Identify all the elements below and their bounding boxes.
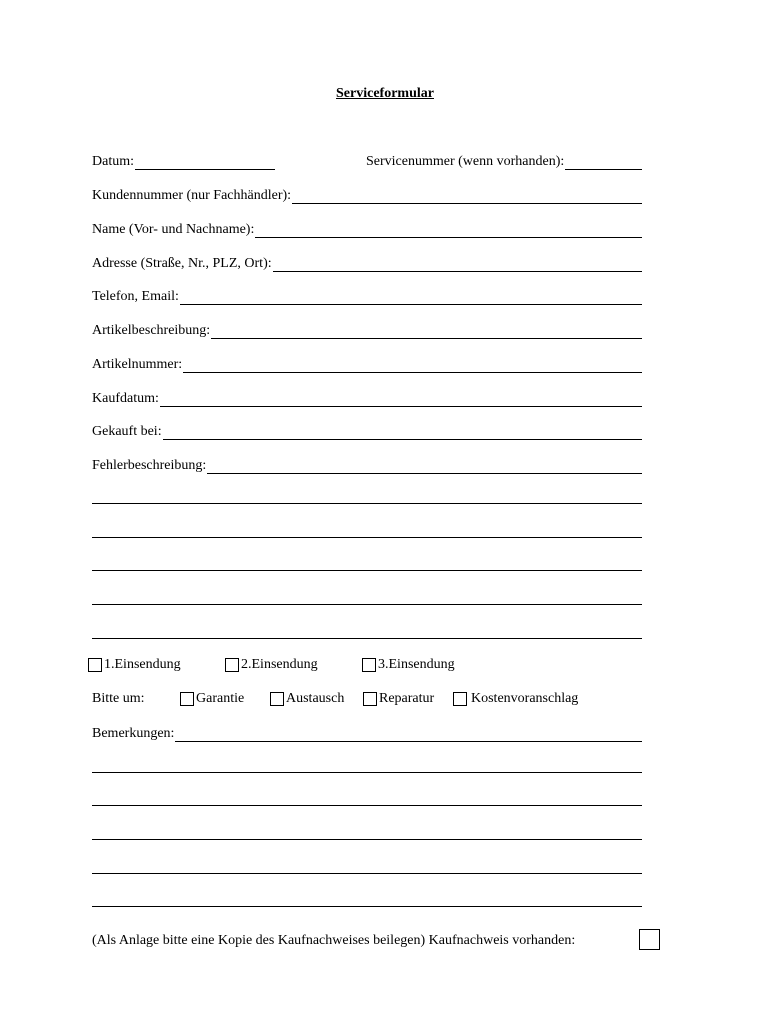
datum-field-row: [92, 150, 275, 170]
servicenummer-input-line[interactable]: [565, 155, 642, 170]
fehlerbeschreibung-label: Fehlerbeschreibung:: [92, 458, 207, 473]
bitte-um-label: Bitte um:: [92, 691, 145, 706]
bemerkungen-input-line[interactable]: [175, 727, 642, 742]
datum-label: Datum:: [92, 154, 134, 169]
reparatur-option[interactable]: [363, 690, 434, 708]
adresse-label: Adresse (Straße, Nr., PLZ, Ort):: [92, 256, 272, 271]
telefon-field-row: [92, 285, 642, 305]
artikelbeschreibung-input-line[interactable]: [211, 324, 642, 339]
adresse-input-line[interactable]: [273, 257, 642, 272]
einsendung-3-option[interactable]: [362, 656, 455, 674]
artikelnummer-input-line[interactable]: [183, 358, 642, 373]
datum-input-line[interactable]: [135, 155, 275, 170]
name-label: Name (Vor- und Nachname):: [92, 222, 255, 237]
fehlerbeschreibung-input-line[interactable]: [207, 459, 642, 474]
austausch-label: Austausch: [286, 691, 345, 706]
einsendung-2-label: 2.Einsendung: [241, 657, 318, 672]
gekauft-bei-input-line[interactable]: [163, 425, 642, 440]
bemerkungen-extra-line[interactable]: [92, 839, 642, 840]
artikelbeschreibung-label: Artikelbeschreibung:: [92, 323, 211, 338]
artikelbeschreibung-field-row: [92, 319, 642, 339]
kaufdatum-field-row: [92, 387, 642, 407]
telefon-label: Telefon, Email:: [92, 289, 179, 304]
kundennummer-field-row: [92, 184, 642, 204]
kaufnachweis-checkbox[interactable]: [639, 929, 660, 950]
einsendung-3-checkbox[interactable]: [362, 658, 376, 672]
fehlerbeschreibung-field-row: [92, 454, 642, 474]
bemerkungen-field-row: [92, 722, 642, 742]
bemerkungen-extra-line[interactable]: [92, 873, 642, 874]
fehlerbeschreibung-extra-line[interactable]: [92, 537, 642, 538]
kostenvoranschlag-option[interactable]: [453, 690, 578, 708]
artikelnummer-field-row: [92, 353, 642, 373]
garantie-checkbox[interactable]: [180, 692, 194, 706]
austausch-option[interactable]: [270, 690, 344, 708]
einsendung-1-option[interactable]: [88, 656, 181, 674]
einsendung-2-option[interactable]: [225, 656, 318, 674]
servicenummer-field-row: [366, 150, 642, 170]
austausch-checkbox[interactable]: [270, 692, 284, 706]
bemerkungen-extra-line[interactable]: [92, 805, 642, 806]
fehlerbeschreibung-extra-line[interactable]: [92, 638, 642, 639]
reparatur-checkbox[interactable]: [363, 692, 377, 706]
garantie-option[interactable]: [180, 690, 244, 708]
kaufdatum-label: Kaufdatum:: [92, 391, 159, 406]
fehlerbeschreibung-extra-line[interactable]: [92, 503, 642, 504]
fehlerbeschreibung-extra-line[interactable]: [92, 570, 642, 571]
einsendung-3-label: 3.Einsendung: [378, 657, 455, 672]
einsendung-1-checkbox[interactable]: [88, 658, 102, 672]
einsendung-1-label: 1.Einsendung: [104, 657, 181, 672]
kostenvoranschlag-label: Kostenvoranschlag: [471, 691, 579, 706]
bemerkungen-label: Bemerkungen:: [92, 726, 175, 741]
gekauft-bei-field-row: [92, 420, 642, 440]
adresse-field-row: [92, 252, 642, 272]
name-input-line[interactable]: [255, 223, 642, 238]
kaufnachweis-note: (Als Anlage bitte eine Kopie des Kaufnachweises beilegen) Kaufnachweis vorhanden:: [92, 933, 576, 948]
form-title: Serviceformular: [336, 86, 434, 101]
gekauft-bei-label: Gekauft bei:: [92, 424, 162, 439]
reparatur-label: Reparatur: [379, 691, 435, 706]
artikelnummer-label: Artikelnummer:: [92, 357, 183, 372]
telefon-input-line[interactable]: [180, 290, 642, 305]
kundennummer-label: Kundennummer (nur Fachhändler):: [92, 188, 292, 203]
kundennummer-input-line[interactable]: [292, 189, 642, 204]
bemerkungen-extra-line[interactable]: [92, 772, 642, 773]
bemerkungen-extra-line[interactable]: [92, 906, 642, 907]
kostenvoranschlag-checkbox[interactable]: [453, 692, 467, 706]
fehlerbeschreibung-extra-line[interactable]: [92, 604, 642, 605]
garantie-label: Garantie: [196, 691, 245, 706]
kaufdatum-input-line[interactable]: [160, 392, 642, 407]
servicenummer-label: Servicenummer (wenn vorhanden):: [366, 154, 565, 169]
einsendung-2-checkbox[interactable]: [225, 658, 239, 672]
name-field-row: [92, 218, 642, 238]
